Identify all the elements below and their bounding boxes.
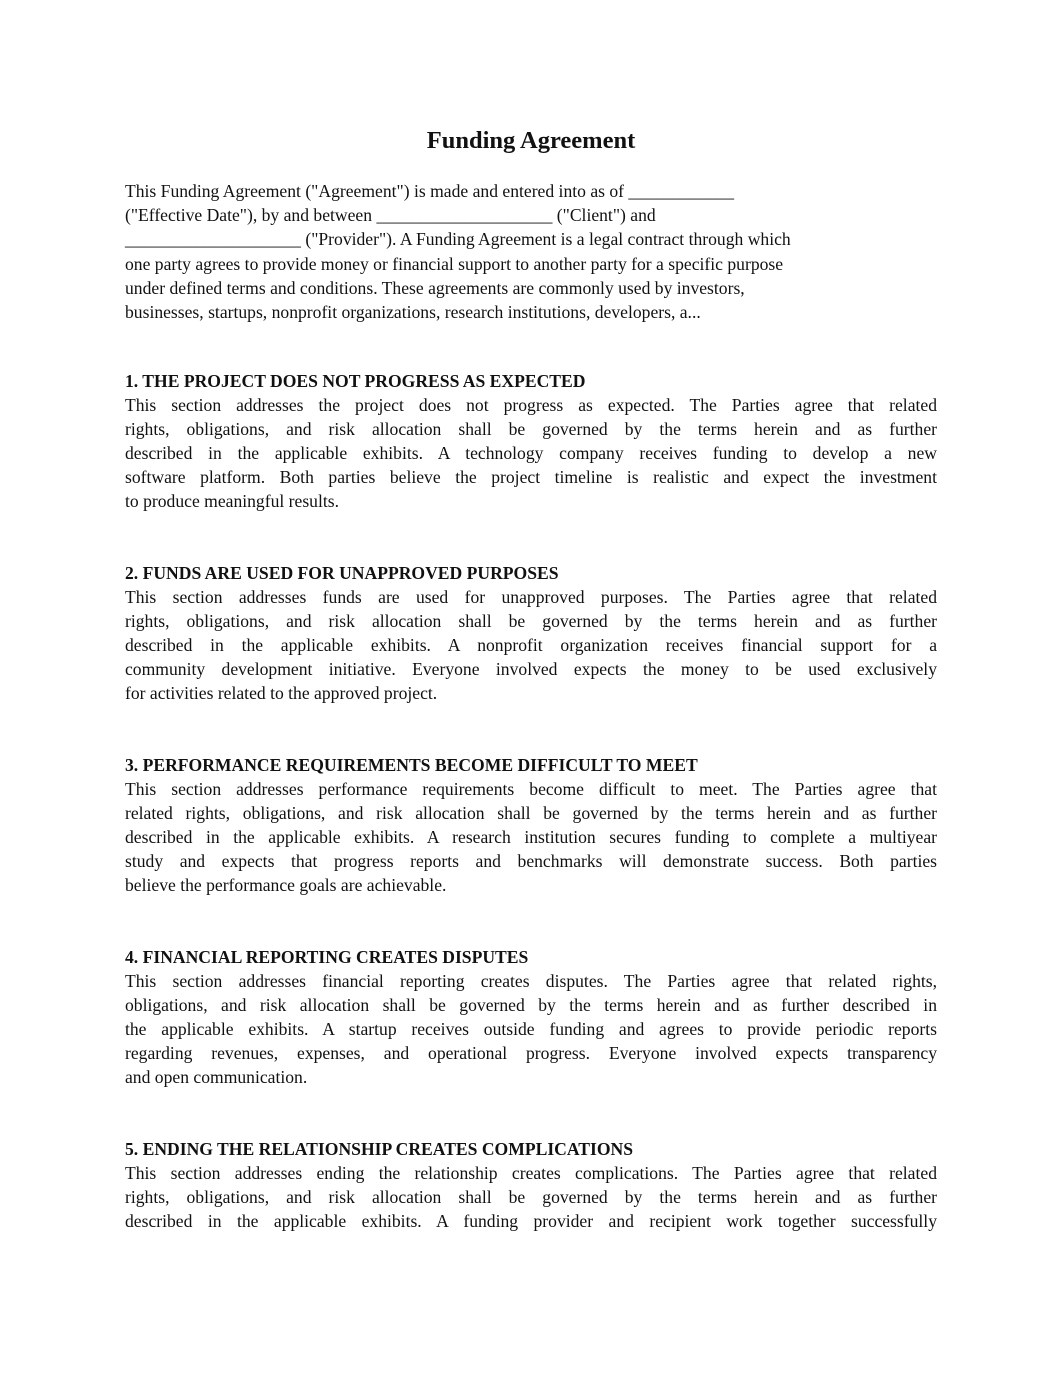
section-1 (125, 369, 937, 513)
body-line: the applicable exhibits. A startup receives outside funding and agrees to provide periodic reports (125, 1019, 937, 1040)
body-line: described in the applicable exhibits. A funding provider and recipient work together successfully (125, 1211, 937, 1232)
body-line: described in the applicable exhibits. A nonprofit organization receives financial support for a (125, 635, 937, 656)
section-body (125, 393, 937, 513)
section-4 (125, 945, 937, 1089)
body-line: community development initiative. Everyone involved expects the money to be used exclusively (125, 659, 937, 680)
section-heading: 2. FUNDS ARE USED FOR UNAPPROVED PURPOSES (125, 563, 559, 583)
body-line: to produce meaningful results. (125, 491, 340, 512)
body-line: described in the applicable exhibits. A technology company receives funding to develop a new (125, 443, 937, 464)
section-body (125, 777, 937, 897)
section-heading: 5. ENDING THE RELATIONSHIP CREATES COMPLICATIONS (125, 1139, 634, 1159)
body-line: This section addresses performance requirements become difficult to meet. The Parties agree that (125, 779, 937, 799)
intro-line: one party agrees to provide money or financial support to another party for a specific purpose (125, 253, 784, 274)
section-2 (125, 561, 937, 705)
body-line: and open communication. (125, 1067, 308, 1088)
body-line: for activities related to the approved project. (125, 683, 438, 704)
body-line: study and expects that progress reports and benchmarks will demonstrate success. Both parties (125, 851, 937, 872)
body-line: This section addresses ending the relationship creates complications. The Parties agree that related (125, 1163, 937, 1183)
body-line: obligations, and risk allocation shall be governed by the terms herein and as further described in (125, 995, 937, 1016)
section-body (125, 969, 937, 1089)
body-line: This section addresses funds are used for unapproved purposes. The Parties agree that related (125, 587, 937, 607)
body-line: related rights, obligations, and risk allocation shall be governed by the terms herein and as further (125, 803, 937, 824)
body-line: described in the applicable exhibits. A research institution secures funding to complete a multiyear (125, 827, 937, 848)
body-line: This section addresses the project does not progress as expected. The Parties agree that related (125, 395, 937, 415)
body-line: rights, obligations, and risk allocation shall be governed by the terms herein and as further (125, 1187, 937, 1208)
document-title: Funding Agreement (426, 127, 636, 154)
section-3 (125, 753, 937, 897)
body-line: believe the performance goals are achievable. (125, 875, 447, 896)
body-line: rights, obligations, and risk allocation shall be governed by the terms herein and as further (125, 419, 937, 440)
intro-line: ("Effective Date"), by and between ____________________ ("Client") and (125, 205, 656, 226)
intro-line: under defined terms and conditions. These agreements are commonly used by investors, (125, 277, 745, 298)
intro-line: ____________________ ("Provider"). A Funding Agreement is a legal contract through which (125, 229, 791, 250)
body-line: regarding revenues, expenses, and operational progress. Everyone involved expects transparency (125, 1043, 937, 1064)
body-line: software platform. Both parties believe the project timeline is realistic and expect the investment (125, 467, 937, 488)
section-body (125, 1161, 937, 1233)
section-heading: 3. PERFORMANCE REQUIREMENTS BECOME DIFFICULT TO MEET (125, 755, 698, 775)
section-5 (125, 1137, 937, 1233)
intro-line: This Funding Agreement ("Agreement") is made and entered into as of ____________ (125, 181, 734, 201)
section-body (125, 585, 937, 705)
body-line: rights, obligations, and risk allocation shall be governed by the terms herein and as further (125, 611, 937, 632)
intro-paragraph (125, 179, 937, 324)
intro-line: businesses, startups, nonprofit organizations, research institutions, developers, a... (125, 302, 701, 323)
section-heading: 4. FINANCIAL REPORTING CREATES DISPUTES (125, 947, 529, 967)
body-line: This section addresses financial reporting creates disputes. The Parties agree that related rights, (125, 971, 937, 991)
section-heading: 1. THE PROJECT DOES NOT PROGRESS AS EXPECTED (125, 371, 586, 391)
